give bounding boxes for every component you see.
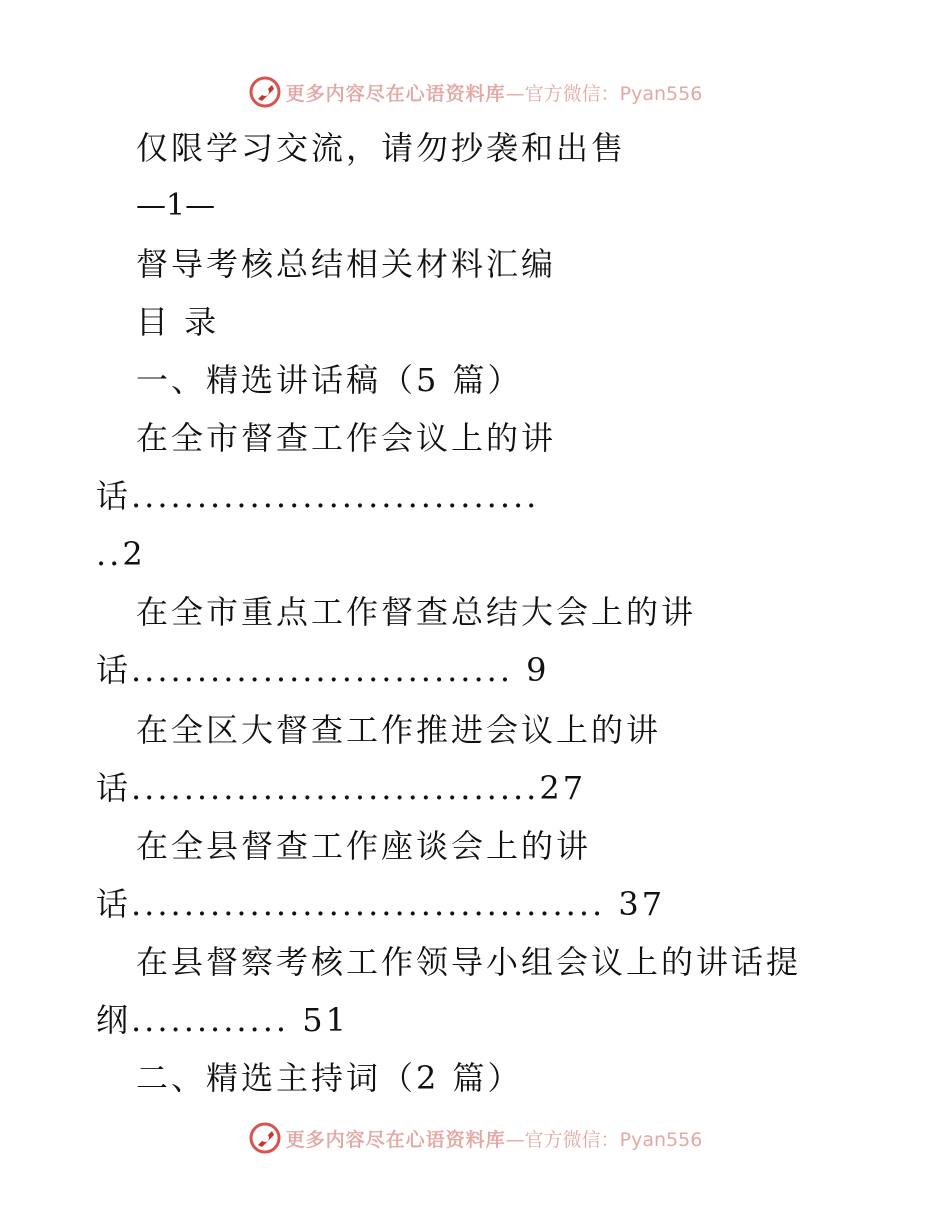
section-heading-speeches: 一、精选讲话稿（5 篇） <box>136 361 523 399</box>
toc-entry-title: 在全市重点工作督查总结大会上的讲 <box>136 593 697 631</box>
toc-entry-leader: 话.................................... 37 <box>96 885 666 923</box>
section-heading-host-scripts: 二、精选主持词（2 篇） <box>136 1059 523 1097</box>
toc-entry-leader: 话...............................27 <box>96 769 587 807</box>
quill-circle-icon <box>248 75 282 109</box>
quill-circle-icon <box>248 1121 282 1155</box>
toc-entry-title: 在全市督查工作会议上的讲 <box>136 419 557 457</box>
document-title: 督导考核总结相关材料汇编 <box>136 245 557 283</box>
watermark-banner-top <box>0 72 950 112</box>
toc-entry-page: ..2 <box>96 535 146 573</box>
toc-entry-title: 在全区大督查工作推进会议上的讲 <box>136 711 662 749</box>
toc-entry-leader: 纲............ 51 <box>96 1001 349 1039</box>
watermark-sub-text: —官方微信：Pyan556 <box>505 82 703 105</box>
toc-entry-leader: 话............................. 9 <box>96 651 550 689</box>
page-number: —1— <box>136 188 216 223</box>
watermark-banner-bottom <box>0 1118 950 1158</box>
notice-line: 仅限学习交流，请勿抄袭和出售 <box>136 129 627 167</box>
watermark-main-text: 更多内容尽在心语资料库 <box>285 1128 506 1151</box>
toc-entry-leader: 话............................... <box>96 477 540 515</box>
watermark-sub-text: —官方微信：Pyan556 <box>505 1128 703 1151</box>
toc-entry-title: 在县督察考核工作领导小组会议上的讲话提 <box>136 943 802 981</box>
watermark-main-text: 更多内容尽在心语资料库 <box>285 82 506 105</box>
toc-heading: 目 录 <box>136 303 220 341</box>
toc-entry-title: 在全县督查工作座谈会上的讲 <box>136 827 592 865</box>
